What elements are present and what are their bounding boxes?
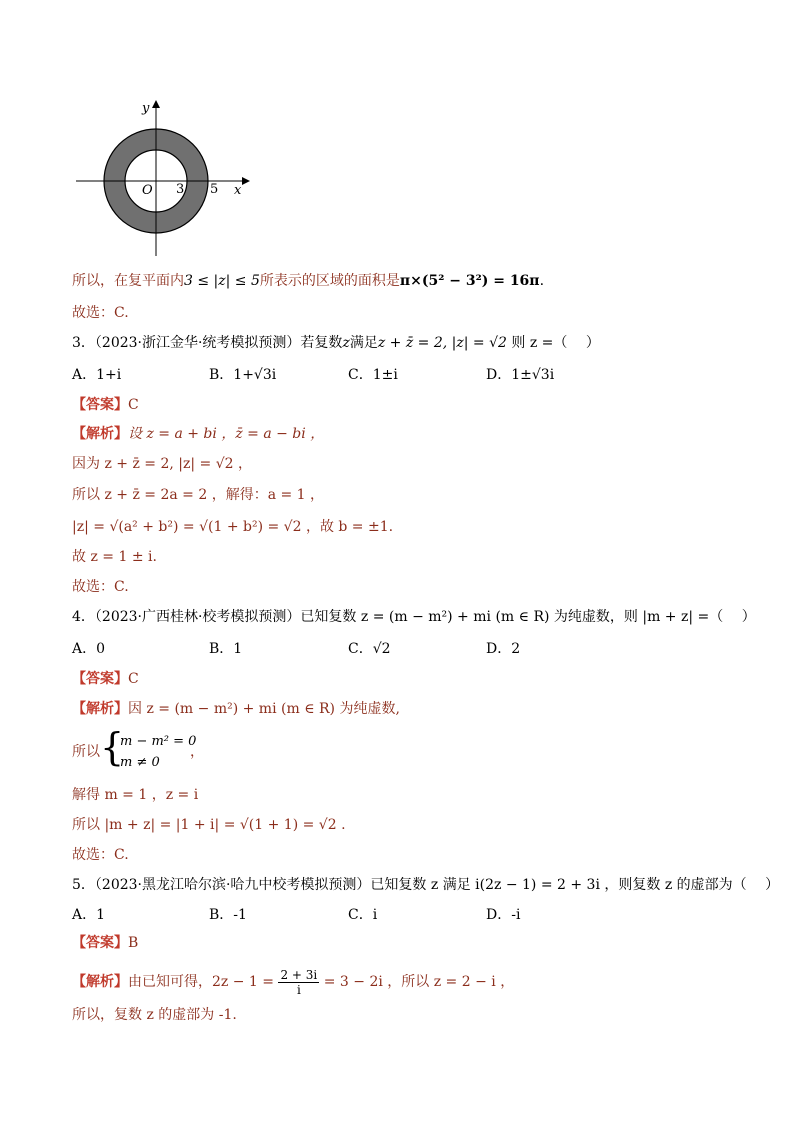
q2-area-expr: 3 ≤ |z| ≤ 5 bbox=[184, 273, 260, 289]
q4-answer bbox=[72, 670, 139, 688]
system-row-1: m − m² = 0 bbox=[120, 734, 197, 749]
q4-analysis-l1: 因 z = (m − m²) + mi (m ∈ R) 为纯虚数, bbox=[128, 701, 400, 717]
tick-5-label: 5 bbox=[210, 182, 219, 197]
y-axis-arrow bbox=[152, 100, 160, 108]
annulus-figure bbox=[70, 96, 270, 266]
q3-analysis-5: 故 z = 1 ± i. bbox=[72, 549, 157, 565]
q4-analysis-4: 所以 |m + z| = |1 + i| = √(1 + 1) = √2 . bbox=[72, 817, 346, 833]
q2-area-end: . bbox=[539, 273, 545, 289]
system-brace: { bbox=[100, 725, 125, 769]
system-row-2: m ≠ 0 bbox=[120, 755, 160, 770]
q3-answer bbox=[72, 396, 139, 414]
q4-analysis-5: 故选：C. bbox=[72, 847, 129, 863]
q3-stem-z: z bbox=[342, 335, 350, 351]
q3-stem-expr: z + z̄ = 2, |z| = √2 bbox=[377, 335, 507, 351]
q5-analysis-l1-b: = 3 − 2i ，所以 z = 2 − i ， bbox=[323, 974, 515, 990]
q5-option-b[interactable]: B．-1 bbox=[209, 907, 247, 923]
q4-analysis-1 bbox=[72, 700, 400, 718]
q5-analysis-tag: 【解析】 bbox=[72, 974, 128, 990]
q3-analysis-3: 所以 z + z̄ = 2a = 2 ，解得：a = 1 ， bbox=[72, 487, 325, 503]
q3-stem-mid: 满足 bbox=[349, 335, 378, 351]
q2-area-text-b: 所表示的区域的面积是 bbox=[259, 273, 400, 289]
y-axis-label: y bbox=[142, 101, 150, 116]
q3-analysis-4: |z| = √(a² + b²) = √(1 + b²) = √2 ，故 b = ±1. bbox=[72, 519, 394, 535]
q5-analysis-2: 所以，复数 z 的虚部为 -1. bbox=[72, 1007, 237, 1023]
q3-stem-end: 则 z =（ ） bbox=[511, 335, 600, 351]
x-axis-label: x bbox=[234, 183, 242, 198]
q4-option-c[interactable]: C．√2 bbox=[348, 641, 391, 657]
q3-analysis-6: 故选：C. bbox=[72, 579, 129, 595]
q3-option-d[interactable]: D．1±√3i bbox=[486, 367, 555, 383]
q4-option-b[interactable]: B．1 bbox=[209, 641, 243, 657]
q5-analysis-1 bbox=[72, 964, 514, 1000]
q5-answer-value: B bbox=[128, 935, 139, 951]
x-axis-arrow bbox=[242, 177, 250, 185]
q2-area-expr2: π×(5² − 3²) = 16π bbox=[399, 273, 540, 289]
q3-option-c[interactable]: C．1±i bbox=[348, 367, 398, 383]
q4-answer-value: C bbox=[128, 671, 139, 687]
q5-analysis-l1-a: 由已知可得，2z − 1 = bbox=[128, 974, 275, 990]
q4-option-a[interactable]: A．0 bbox=[72, 641, 106, 657]
q4-analysis-tag: 【解析】 bbox=[72, 701, 128, 717]
q2-choice: 故选：C. bbox=[72, 305, 129, 321]
q3-option-b[interactable]: B．1+√3i bbox=[209, 367, 277, 383]
q2-area-line bbox=[72, 272, 544, 290]
q4-analysis-3: 解得 m = 1 ，z = i bbox=[72, 787, 199, 803]
q3-analysis-tag: 【解析】 bbox=[72, 426, 128, 442]
q3-analysis-2: 因为 z + z̄ = 2, |z| = √2 ， bbox=[72, 456, 252, 472]
q5-fraction bbox=[278, 968, 319, 997]
q4-option-d[interactable]: D．2 bbox=[486, 641, 521, 657]
q5-fraction-num: 2 + 3i bbox=[280, 967, 318, 982]
q3-analysis-1 bbox=[72, 425, 324, 443]
q3-stem bbox=[72, 334, 600, 352]
tick-3-label: 3 bbox=[176, 182, 185, 197]
q3-analysis-l1: 设 z = a + bi ，z̄ = a − bi ， bbox=[128, 426, 325, 442]
system-end: ， bbox=[190, 744, 204, 760]
q4-stem: 4．（2023·广西桂林·校考模拟预测）已知复数 z = (m − m²) + mi (m ∈ R) 为纯虚数，则 |m + z| =（ ） bbox=[72, 609, 756, 625]
q5-option-d[interactable]: D．-i bbox=[486, 907, 521, 923]
q5-answer-tag: 【答案】 bbox=[72, 935, 128, 951]
q2-area-text-a: 所以，在复平面内 bbox=[72, 273, 184, 289]
q3-answer-value: C bbox=[128, 397, 139, 413]
q5-answer bbox=[72, 934, 138, 952]
q4-answer-tag: 【答案】 bbox=[72, 671, 128, 687]
q3-answer-tag: 【答案】 bbox=[72, 397, 128, 413]
origin-label: O bbox=[142, 183, 153, 198]
q5-option-c[interactable]: C．i bbox=[348, 907, 378, 923]
q5-fraction-den: i bbox=[296, 982, 301, 997]
q3-stem-num: 3．（2023·浙江金华·统考模拟预测）若复数 bbox=[72, 335, 343, 351]
q5-stem: 5．（2023·黑龙江哈尔滨·哈九中校考模拟预测）已知复数 z 满足 i(2z − 1) = 2 + 3i ，则复数 z 的虚部为（ ） bbox=[72, 877, 780, 893]
q3-option-a[interactable]: A．1+i bbox=[72, 367, 122, 383]
q5-option-a[interactable]: A．1 bbox=[72, 907, 106, 923]
q4-analysis-2-prefix: 所以 bbox=[72, 744, 100, 760]
